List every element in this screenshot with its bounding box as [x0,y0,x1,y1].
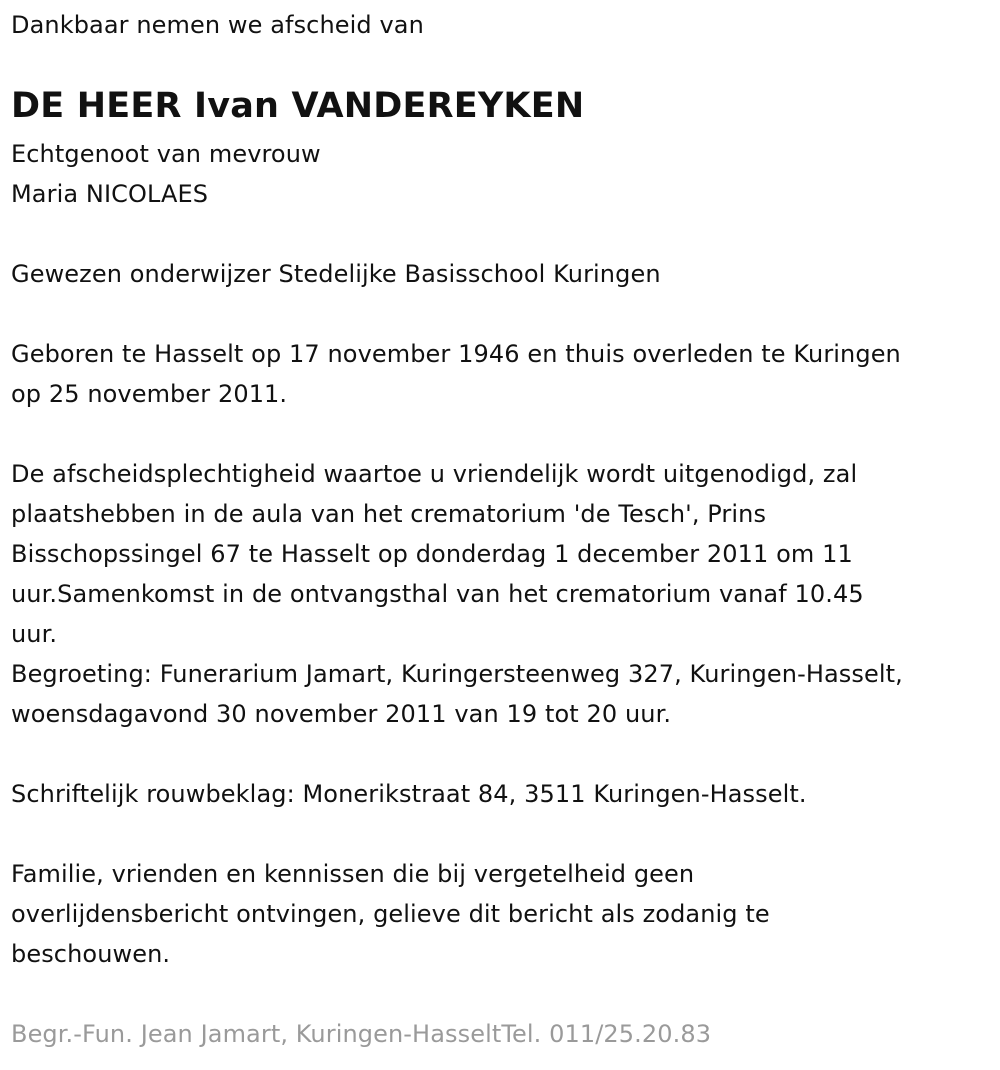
ceremony-line: De afscheidsplechtigheid waartoe u vriendelijk wordt uitgenodigd, zal [11,460,858,488]
spouse-line: Maria NICOLAES [11,180,209,208]
spouse-line: Echtgenoot van mevrouw [11,140,321,168]
occupation-text: Gewezen onderwijzer Stedelijke Basisschool Kuringen [11,260,661,288]
ceremony-block [11,454,903,734]
birth-death-block [11,334,901,414]
family-line: Familie, vrienden en kennissen die bij vergetelheid geen [11,860,695,888]
spouse-block [11,134,321,214]
funeral-home-footer: Begr.-Fun. Jean Jamart, Kuringen-HasseltTel. 011/25.20.83 [11,1020,712,1048]
ceremony-line: plaatshebben in de aula van het crematorium 'de Tesch', Prins [11,500,767,528]
condolence-address: Schriftelijk rouwbeklag: Monerikstraat 84, 3511 Kuringen-Hasselt. [11,780,807,808]
birth-death-line: Geboren te Hasselt op 17 november 1946 en thuis overleden te Kuringen [11,340,901,368]
family-line: overlijdensbericht ontvingen, gelieve dit bericht als zodanig te [11,900,770,928]
visitation-line: woensdagavond 30 november 2011 van 19 tot 20 uur. [11,700,672,728]
occupation-block [11,254,661,294]
birth-death-line: op 25 november 2011. [11,380,288,408]
ceremony-line: Bisschopssingel 67 te Hasselt op donderdag 1 december 2011 om 11 [11,540,853,568]
ceremony-line: uur.Samenkomst in de ontvangsthal van het crematorium vanaf 10.45 [11,580,864,608]
condolence-block [11,774,807,814]
intro-text: Dankbaar nemen we afscheid van [11,11,424,39]
family-line: beschouwen. [11,940,171,968]
visitation-line: Begroeting: Funerarium Jamart, Kuringersteenweg 327, Kuringen-Hasselt, [11,660,903,688]
ceremony-line: uur. [11,620,58,648]
family-block [11,854,770,974]
deceased-name: DE HEER Ivan VANDEREYKEN [11,86,585,126]
